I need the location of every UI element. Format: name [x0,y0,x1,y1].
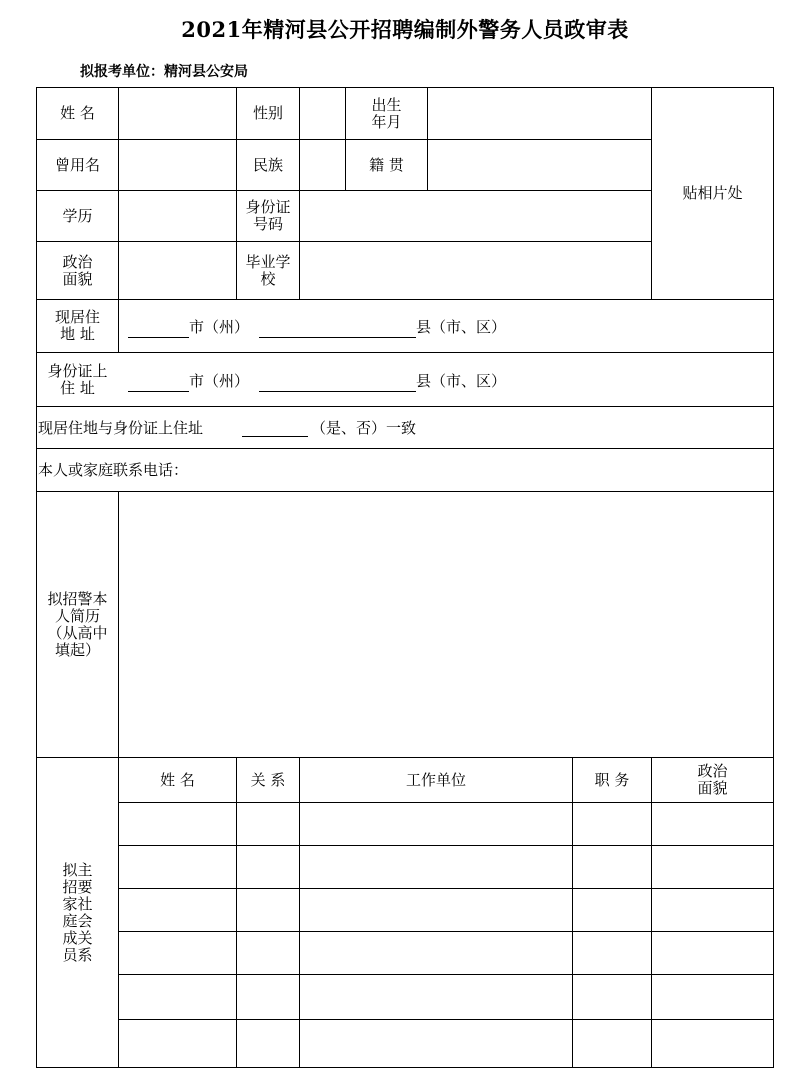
id-county-label: 县（市、区） [416,371,507,390]
id-number-label-line1: 身份证 [245,198,291,216]
id-number-field[interactable] [300,191,651,241]
current-county-blank[interactable] [259,337,416,338]
current-address-label-line2: 地 址 [60,325,95,343]
former-name-label: 曾用名 [54,155,100,174]
family-label-line3: 家社 [62,894,93,913]
political-status-label-line1: 政治 [62,252,93,271]
current-county-label: 县（市、区） [416,317,507,336]
gender-field[interactable] [300,88,345,139]
family-header-name: 姓 名 [160,770,195,789]
school-field[interactable] [300,242,651,299]
resume-label-line1: 拟招警本 [47,589,108,608]
table-row[interactable] [119,889,773,931]
applying-unit-label: 拟报考单位： [80,64,164,80]
phone-field[interactable] [260,449,770,491]
phone-label: 本人或家庭联系电话： [38,460,189,479]
name-field[interactable] [119,88,236,139]
former-name-field[interactable] [119,140,236,190]
resume-label-line2: 人简历 [54,606,100,625]
family-members-label [37,758,118,1067]
table-row[interactable] [119,1020,773,1067]
form-title: 2021年精河县公开招聘编制外警务人员政审表 [181,17,629,42]
school-label-line1: 毕业学 [245,252,291,271]
id-number-label [237,191,299,241]
ethnicity-field[interactable] [300,140,345,190]
same-address-blank[interactable] [242,436,308,437]
same-address-suffix: （是、否）一致 [311,418,417,437]
family-header-work-unit: 工作单位 [405,770,466,789]
family-label-line6: 员系 [62,945,93,964]
birth-label-line2: 年月 [371,112,402,131]
family-header-political-status [652,758,773,802]
family-header-political-line2: 面貌 [697,779,728,797]
family-header-relation: 关 系 [250,770,286,789]
id-city-label: 市（州） [189,371,250,390]
family-label-line2: 招要 [62,877,93,896]
political-status-field[interactable] [119,242,236,299]
current-address-label-line1: 现居住 [54,308,100,326]
resume-label-line3: （从高中 [47,623,108,642]
birth-label-line1: 出生 [371,95,402,114]
name-label: 姓 名 [60,104,95,122]
applying-unit-value: 精河县公安局 [164,64,248,80]
native-place-field[interactable] [428,140,651,190]
table-row[interactable] [119,975,773,1019]
family-header-political-line1: 政治 [697,762,728,780]
table-row[interactable] [119,803,773,845]
political-status-label-line2: 面貌 [62,269,93,288]
birth-field[interactable] [428,88,651,139]
table-row[interactable] [119,932,773,974]
photo-placeholder[interactable]: 贴相片处 [682,184,743,202]
resume-label [37,492,118,757]
current-address-label [37,300,118,352]
table-row[interactable] [119,846,773,888]
current-city-blank[interactable] [128,337,189,338]
school-label-line2: 校 [260,269,276,288]
id-city-blank[interactable] [128,391,189,392]
school-label [237,242,299,299]
family-label-line5: 成关 [62,928,93,947]
id-county-blank[interactable] [259,391,416,392]
native-place-label: 籍 贯 [369,155,404,174]
ethnicity-label: 民族 [252,155,283,174]
education-label: 学历 [62,206,93,225]
family-label-line4: 庭会 [62,911,93,930]
family-label-line1: 拟主 [62,860,93,879]
applying-unit [80,61,248,81]
birth-label [346,88,427,139]
same-address-prefix: 现居住地与身份证上住址 [38,418,204,437]
education-field[interactable] [119,191,236,241]
family-header-position: 职 务 [594,770,630,789]
gender-label: 性别 [252,104,283,122]
resume-label-line4: 填起） [54,640,100,659]
resume-field[interactable] [119,492,773,757]
current-city-label: 市（州） [189,317,250,336]
id-address-label-line2: 住 址 [60,378,95,397]
id-address-label [37,353,118,406]
political-status-label [37,242,118,299]
id-number-label-line2: 号码 [252,215,283,233]
id-address-label-line1: 身份证上 [47,361,108,380]
